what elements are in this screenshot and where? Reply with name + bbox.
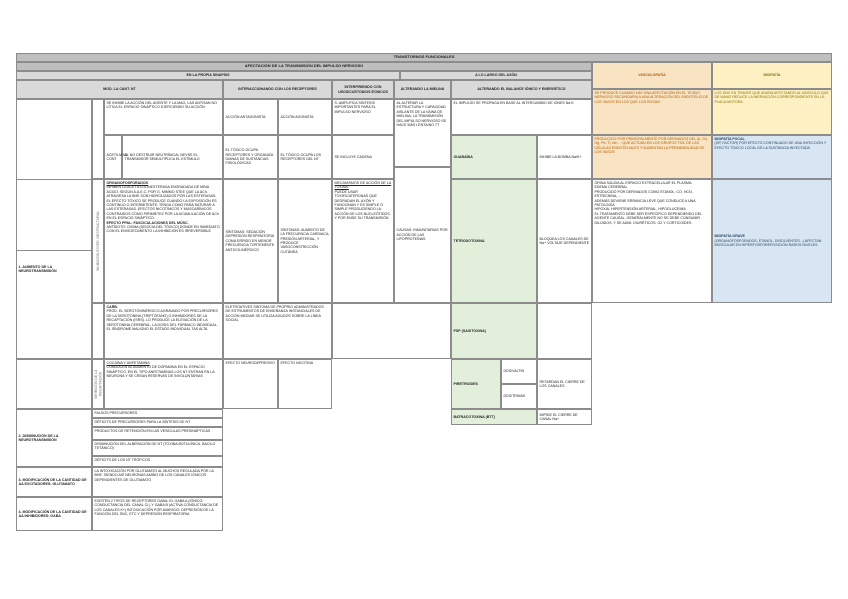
aumento-label: 1. AUMENTO DE LA NEUROTRANSMISIÓN	[16, 179, 92, 359]
organofosforados-title: ORGANOFOSFORADOS	[106, 181, 149, 185]
header-vasculopatia: VASCULOPATÍA	[592, 62, 712, 89]
header-interaccionando: INTERACCIONANDO CON LOS RECEPTORES	[223, 80, 332, 99]
interfiriendo-desc: S. AMPLIFICA SINTESIS IMPORTANTES PARA EL IMPULSO NERVIOSO	[332, 99, 394, 135]
organofosforados-cell	[104, 179, 223, 303]
acetil-desc: AL NO DESTRUIR NEUTRÍNICAL NEVSE EL TRANSMISOR SEMULTIPLICA EL ESTÍMULO	[122, 135, 223, 179]
tetrodotoxina-label: TETRODOTOXINA	[451, 179, 537, 303]
glutamato-text: LA INTOXICACIÓN POR GLUTAMATO AL MUCHOS REGULADA POR LA BHE. SIENDO ASÍ NEURONAS AMINO DE LOS CANALES IÓNICOS DEPENDIENTES DE GLUTAMATO	[92, 467, 223, 497]
organofosforados-text: INHIBEN LA ACETILCOLINESTERASA ENGRADADA DE MINA ÁCIDO. SEGÚN A.A.E.C. POR G. MIMMO STEE QUE LA ACh. ATRAVIESA LA BHE SON HIDROLIZADOS POR LAS ESTERASAS. EL EFECTO TÓXICO SE PRODUCE CUANDO LA EXPOSICIÓN ES CONTINUO O INTERMITENTE: TENGA COMO PARA SATURAR A LAS ESTERASAS. EFECTOS NICOTÍNICOS Y MUSCARÍNICOS CONTRAIDOS COMO PIRIMIETEZ POR LA ACUMULACIÓN DE ACh EN EL ESPACIO SINÁPTICO.	[106, 185, 219, 221]
sintomas-sedacion: SÍNTOMAS: SEDACIÓN DEPRESIÓN RESPIRATORIA COMA ERRIDO EN MENOR FRECUENCIA TORTEMENTE ANTICOLINÉRGICO	[223, 179, 278, 303]
carbamatos-title: CARB.	[106, 305, 118, 309]
vasculopatia-edema-title: ORINA SALIDA AL ESPACIO EXTRACELULAR EL PLASMA:	[594, 181, 693, 185]
blank-psp	[537, 303, 592, 359]
header-interfiriendo: INTERFIRIENDO CON USOS/CUSTODIOS ÉCNICOS	[332, 80, 394, 99]
miopatia-focal-desc: (GP, FACTOR) POR EFECTO CONTINUADO DE UNA INYECCIÓN Y EFECTO TÓXICO LOCAL DE LA SUSTANCIA INYECTADA	[714, 141, 827, 150]
carbamatos-text: PROD. EL SEROTONINÉRGICO AGRAVADO POR PRECURSORES DE LA SEROTONINA (TRIPTÓFANO) O INHIBIDORES DE LA RECAPTACIÓN (ISRS). LO PRODUCE LA ELEVACIÓN DE LA SEROTONINA CEREBRAL. LA DOSIS DEL FÁRMACO INDIVIDUAL. EL SÍNDROME MALIGNO EL ESTADO INDIVIDUAL TAS ALTA	[106, 309, 218, 332]
miopatia-intro: LOS DNV EN TRAVES QUE ADARA AFECTANDO AL MÚSCULO QUE DE MANO REDUCE LA INERVACIÓN CORRESPONDIENTE EN LA PLACA MOTORA	[712, 89, 832, 135]
header-miopatia: MIOPATÍA	[712, 62, 832, 89]
blank-mid	[332, 303, 451, 359]
eletroatives-desc: ELETROATIVES SINTOMA DE PROPRIO ADMINISTRADOS DE ESTRUMENTOS DE ENSEÑANZA INSTANCIALES DE ACCIÓN MEDIAR SE UTILIZA AGUDOS SOBRE LA LÍNEA SOCIAL	[223, 303, 332, 359]
ouabaina-desc: INHIBE LA BOMBA Na/K+	[537, 135, 592, 179]
disminucion-label: 2. DISMINUCIÓN DE LA NEUROTRANSMISIÓN	[16, 409, 92, 467]
header-a-lo-largo: A LO LARGO DEL AXÓN	[400, 71, 592, 80]
miopatia-focal	[712, 135, 832, 179]
receptores-a: EL TÓXICO OCUPA RECEPTORES Y ORGANIZA DIANAS DE SUSTANCIAS FISIOLÓGICAS	[223, 135, 278, 179]
disminucion-item-2: DÉFICITS DE PRECURSORES PARA LA SÍNTESIS DE NT	[92, 418, 223, 427]
disminucion-item-1: FALSOS PRECURSORES	[92, 409, 223, 418]
table-subtitle: AFECTACIÓN DE LA TRANSMISIÓN DEL IMPULSO NERVIOSO	[16, 62, 592, 71]
miopatia-focal-title: MIOPATÍA FOCAL	[714, 137, 745, 141]
inhibicion-ester-text: INHIBICIÓN ÉSTER. DESTRUCTURAL	[95, 210, 100, 272]
header-alterando-mielina: ALTERANDO LA MIELINA	[394, 80, 451, 99]
acetil-label: ACETILMAO CONT	[104, 135, 122, 179]
disminucion-item-3: PRODUCTOS DE RETENCIÓN EN LAS VESÍCULAS PRESINÁPTICAS	[92, 427, 223, 440]
disminucion-item-5: DÉFICITS DE LOS NT TRÓFICOS	[92, 456, 223, 467]
blank-gutter-2	[92, 303, 104, 359]
cocaina-text: CONDUCEN AL AUMENTO DE DOPAMINA EN EL ESPACIO SINÁPTICO. EN EL TIPO ANFETAMINAS LOS NT ENTRAN EN LA NEURONA Y SE CREAN RESERVAS DE INVOLUNTARIAS	[106, 365, 215, 379]
efecto-nicotina: EFECTO NICOTINA	[278, 359, 332, 409]
piretroides-desc: RETARDAN EL CIERRE DE LOS CANALES	[537, 359, 592, 409]
efecto-neurodepresivo: EFECTO NEURODEPRESIVO	[223, 359, 278, 409]
cocaina-title: COCAÍNA Y ANFETAMINA	[106, 361, 150, 365]
cocaina-cell	[104, 359, 223, 409]
vasculopatia-edema	[592, 179, 712, 303]
header-mod-cant-nt: MOD. LA CANT. NT	[16, 80, 223, 99]
sintomas-cardiacos: SÍNTOMAS: AUMENTO DE LA FRECUENCIA CARDIACA, PRESIÓN ARTERIAL, Y PRODUCE VASOCONSTRICCIÓN CUTÁNEA	[278, 179, 332, 303]
recaptacion-vertical	[92, 359, 104, 409]
balance-desc: EL IMPULSO SE PROPAGA EN BASE AL INTERCAMBIO DE IONES Na K	[451, 99, 592, 135]
mecanismo-title: MECANISMOS DE ACCIÓN DE LA TOXINA:	[334, 181, 392, 190]
receptores-b: EL TÓXICO OCUPA LOS RECEPTORES DEL NT	[278, 135, 332, 179]
ouabaina-label: OUABAÍNA	[451, 135, 537, 179]
table-title: TRANSTORNOS FUNCIONALES	[16, 53, 832, 62]
batracotoxina-label: BATRACOTOXINA (BTT)	[451, 409, 537, 425]
vasculopatia-line-3: ADEMÁS DEVIENE ERRANCIA LEVE QUE CONDUCE A UNA PATOLOGÍA	[594, 198, 696, 208]
organofosforados-efecto: EFECTO PPAL: FASCICULACIONES DEL MÚSC.	[106, 220, 189, 225]
glutamato-label: 3. MODIFICACIÓN DE LA CANTIDAD DE AA EXCITADORES: GLUTAMATO	[16, 467, 92, 497]
vasculopatia-line-1: EDEMA CEREBRAL	[594, 185, 628, 190]
mecanismo-cell	[332, 179, 394, 303]
vasculopatia-intro: SE PRODUCE CUANDO HAY UNA AFECTACIÓN EN EL TEJIDO NERVIOSO SECUNDARIA A UNA ALTERACIÓN DEL ENDOTELIO DE LOS VASOS EN LOS QUE LOS ROSAN	[592, 89, 712, 135]
miopatia-grave-text: (ORGANOFOSFORADOS, ETANOL, DISOLVENTES...) AFECTAN MÚSCULAR EN HIPERFOSFOREPOSICIÓN RAROS NIVELES	[714, 238, 822, 248]
vasculopatia-line-4: HIPOXIA, HIPERTENSIÓN ARTERIAL, HIPOGLUCEMIA	[594, 207, 686, 212]
miopatia-grave	[712, 179, 832, 303]
organofosforados-antidoto: ANTÍDOTO: OXIMA (DISOCIA DEL TÓXICO) DONDE EN INMEDIATO, CON EL ENVEJECIMIENTO LA INHIBICIÓN ES IRREVERSIBLE	[106, 225, 221, 234]
cadena-desc: SE INCLUYE CADENA	[332, 135, 394, 179]
piretroides-a: DDS/VALTIN	[501, 359, 537, 384]
carbamatos-cell	[104, 303, 223, 359]
disminucion-item-4: DISMINUCIÓN DEL ALBERACIÓN DE NT (TOXINA BOTULÍNICA, BACILO TETÁNICO)	[92, 440, 223, 456]
blank-left-mid	[16, 359, 92, 409]
psp-saxitoxina: PSP (SAXITOXINA)	[451, 303, 537, 359]
vasculopatia-line-2: PRODUCIDO POR DERIVADOS COMO ETANOL, CO, HCN, ESTRICNINA, ...	[594, 189, 693, 199]
piretroides-label: PIRETROIDES	[451, 359, 501, 409]
gaba-label: 4. MODIFICACIÓN DE LA CANTIDAD DE AA INHIBIDORES: GABA	[16, 497, 92, 531]
vasculopatia-desc: PRODUCIDO POR PRINCIPALMENTE POR DERIVADOS DEL Al, Cd, Hg, Pb, Tl, Mn ... QUE ACTÚAN EN LOS GRUPOS TIOL DE LAS CÉLULAS ENDOTELIALES Y AUMENTAN LA PERMEABILIDAD DE LOS VASOS	[592, 135, 712, 179]
tetrodotoxina-desc: BLOQUEA LOS CANALES DE Na+ VOLTAJE DEPENDIENTE	[537, 179, 592, 303]
header-alterando-balance: ALTERANDO EL BALANCE IÓNICO Y ENERGÉTICO	[451, 80, 592, 99]
gaba-text: EXISTEN 2 TIPOS DE RECEPTORES GABA: EL GABA A (IÓNICO: CONDUCTANCIA DEL CANAL Cl-) Y GABA B (ACTIVA CONDUCTANCIA DE LOS CANALES K+) INTOXICACIÓN POR AVARICIO: DEPRESIÓN DE LA FUNCIÓN DEL SNC, ETC Y DEPRESIÓN RESPIRATORIA	[92, 497, 223, 531]
header-en-la-sinapsis: EN LA PROPIA SINAPSIS	[16, 71, 400, 80]
summary-table	[16, 53, 832, 531]
inhibicion-ester-vertical	[92, 179, 104, 303]
vasculopatia-line-5: EL TRATAMIENTO DEBE SER ESPECÍFICO DEPENDIENDO DEL AGENTE CAUSAL, GENERALMENTE NO SE DEBE CONSUMIR DILÚIDOS, Y SE ADMI. DIURÉTICOS, O2 Y CORTICOIDES	[594, 211, 703, 225]
mecanismo-text: PUEDE USAR TOXIFICATERONAS QUE DEGRADAN EL AXÓN Y FUNCIONAN Y ES SIMPLE O SIMPLE PRODUCIENDO LA ACCIÓN DE LOS NUCLEÓTIDOS, Y POR ENDE SU TRANSMISIÓN	[334, 189, 391, 221]
recaptacion-vertical-text: INHIBICIÓN DE LA RECAPTACIÓN	[93, 369, 102, 399]
accion-agonista: ACCIÓN AGONISTA	[278, 99, 332, 135]
aumento-desc: SE INHIBE LA ACCIÓN DEL AGENTE Y LA MAO, LAS ANTISAN NO LÍTICA EL ESPACIO SINÁPTICO EJERCIENDO SU ACCIÓN	[104, 99, 223, 135]
batracotoxina-desc: IMPIDE EL CIERRE DE CANAL Na+	[537, 409, 592, 425]
miopatia-grave-title: MIOPATÍA GRAVE	[714, 234, 745, 239]
mielina-desc: AL ALTERAR LA ESTRUCTURA Y CAPACIDAD AISLANTE DE LA VAINA DE MIELINA, LA TRANSMISIÓN DEL IMPULSO NERVIOSO SE HACE MÁS LENTA/NO TT	[394, 99, 451, 167]
causas-desc: CAUSAS: INMUNITARIAS POR ACCIÓN DE LAS LIPOPROTEÍNAS	[394, 167, 451, 303]
accion-antagonista: ACCIÓN ANTAGONISTA	[223, 99, 278, 135]
blank-gutter	[92, 99, 104, 179]
piretroides-b: DDS/TRINAS	[501, 384, 537, 409]
